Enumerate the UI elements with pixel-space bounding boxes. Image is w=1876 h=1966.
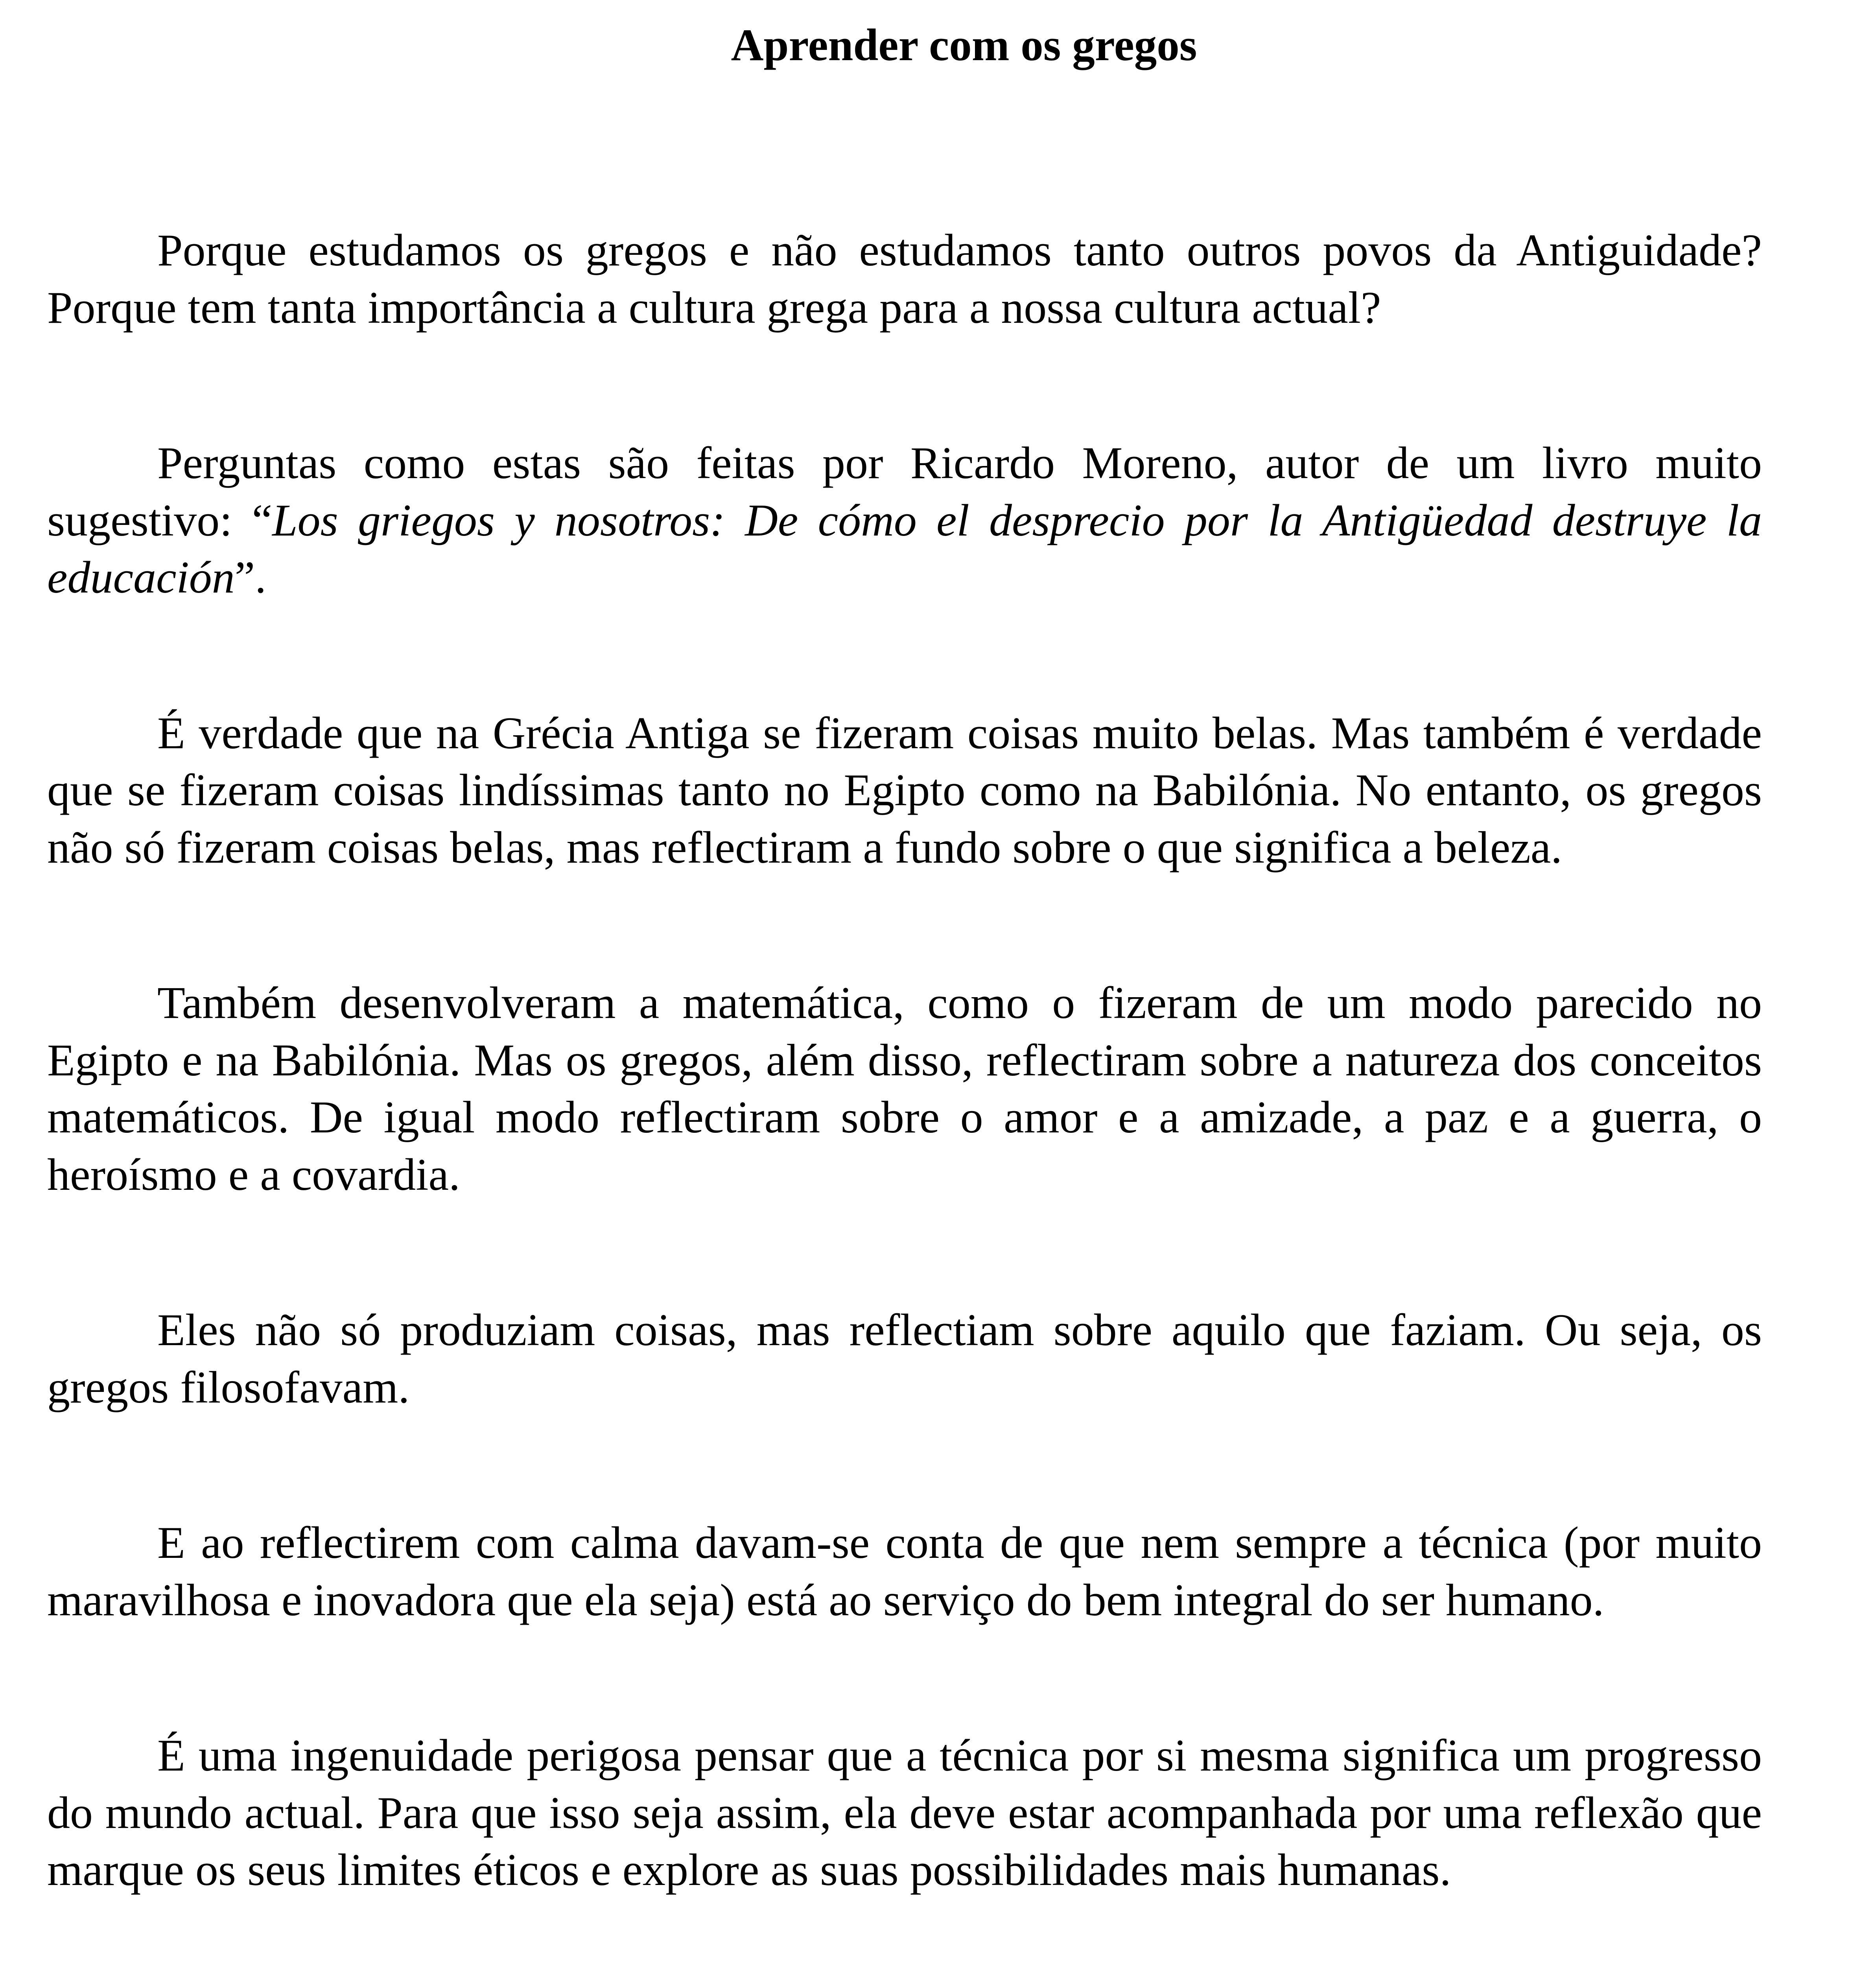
paragraph-3: É verdade que na Grécia Antiga se fizeram coisas muito belas. Mas também é verdade que se fizeram coisas lindíssimas tanto no Egipto como na Babilónia. No entanto, os gregos não só fizeram coisas belas, mas reflectiram a fundo sobre o que significa a beleza. [47, 708, 1762, 873]
paragraph-5: Eles não só produziam coisas, mas reflectiam sobre aquilo que faziam. Ou seja, os gregos filosofavam. [47, 1305, 1762, 1413]
document-title: Aprender com os gregos [731, 20, 1197, 70]
paragraph-2-lead: Perguntas como estas são feitas por Ricardo Moreno, autor de um livro muito sugestivo: “ [47, 438, 1762, 546]
book-title: Los griegos y nosotros: De cómo el desprecio por la Antigüedad destruye la educación [47, 495, 1762, 603]
paragraph-7: É uma ingenuidade perigosa pensar que a técnica por si mesma significa um progresso do mundo actual. Para que isso seja assim, ela deve estar acompanhada por uma reflexão que marque os seus limites éticos e explore as suas possibilidades mais humanas. [47, 1730, 1762, 1895]
paragraph-1: Porque estudamos os gregos e não estudamos tanto outros povos da Antiguidade? Porque tem tanta importância a cultura grega para a nossa cultura actual? [47, 225, 1762, 333]
document-body [47, 222, 1762, 1966]
paragraph-4: Também desenvolveram a matemática, como o fizeram de um modo parecido no Egipto e na Babilónia. Mas os gregos, além disso, reflectiram sobre a natureza dos conceitos matemáticos. De igual modo reflectiram sobre o amor e a amizade, a paz e a guerra, o heroísmo e a covardia. [47, 978, 1762, 1200]
paragraph-6: E ao reflectirem com calma davam-se conta de que nem sempre a técnica (por muito maravilhosa e inovadora que ela seja) está ao serviço do bem integral do ser humano. [47, 1518, 1762, 1625]
paragraph-2 [47, 435, 1762, 607]
paragraph-2-tail: ”. [234, 552, 267, 603]
